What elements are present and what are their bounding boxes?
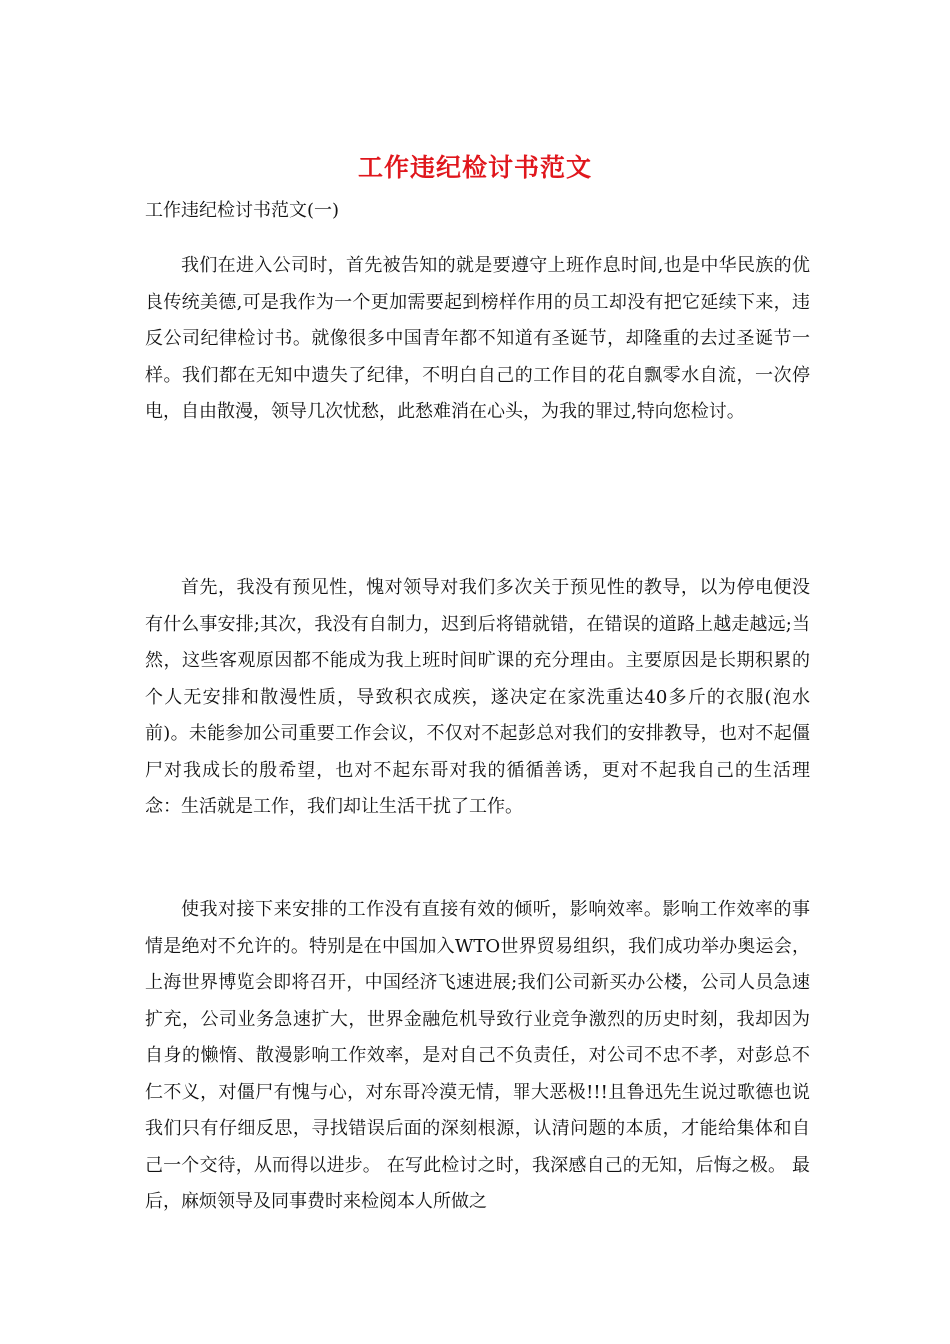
paragraph-2: 首先，我没有预见性，愧对领导对我们多次关于预见性的教导，以为停电便没有什么事安排;其次，我没有自制力，迟到后将错就错，在错误的道路上越走越远;当然，这些客观原因都不能成为我上班时间旷课的充分理由。主要原因是长期积累的个人无安排和散漫性质，导致积衣成疾，遂决定在家洗重达40多斤的衣服(泡水前)。未能参加公司重要工作会议，不仅对不起彭总对我们的安排教导，也对不起僵尸对我成长的殷希望，也对不起东哥对我的循循善诱，更对不起我自己的生活理念：生活就是工作，我们却让生活干扰了工作。 — [145, 577, 810, 817]
document-title: 工作违纪检讨书范文 — [357, 153, 592, 182]
section-heading: 工作违纪检讨书范文(一) — [145, 200, 340, 221]
paragraph-3: 使我对接下来安排的工作没有直接有效的倾听，影响效率。影响工作效率的事情是绝对不允许的。特别是在中国加入WTO世界贸易组织，我们成功举办奥运会，上海世界博览会即将召开，中国经济飞速进展;我们公司新买办公楼，公司人员急速扩充，公司业务急速扩大，世界金融危机导致行业竞争激烈的历史时刻，我却因为自身的懒惰、散漫影响工作效率，是对自己不负责任，对公司不忠不孝，对彭总不仁不义，对僵尸有愧与心，对东哥冷漠无情，罪大恶极!!!且鲁迅先生说过歌德也说我们只有仔细反思，寻找错误后面的深刻根源，认清问题的本质，才能给集体和自己一个交待，从而得以进步。 在写此检讨之时，我深感自己的无知，后悔之极。 最后，麻烦领导及同事费时来检阅本人所做之 — [145, 899, 810, 1212]
paragraph-1: 我们在进入公司时，首先被告知的就是要遵守上班作息时间,也是中华民族的优良传统美德,可是我作为一个更加需要起到榜样作用的员工却没有把它延续下来，违反公司纪律检讨书。就像很多中国青年都不知道有圣诞节，却隆重的去过圣诞节一样。我们都在无知中遗失了纪律，不明白自己的工作目的花自飘零水自流，一次停电，自由散漫，领导几次忧愁，此愁难消在心头，为我的罪过,特向您检讨。 — [145, 255, 810, 422]
